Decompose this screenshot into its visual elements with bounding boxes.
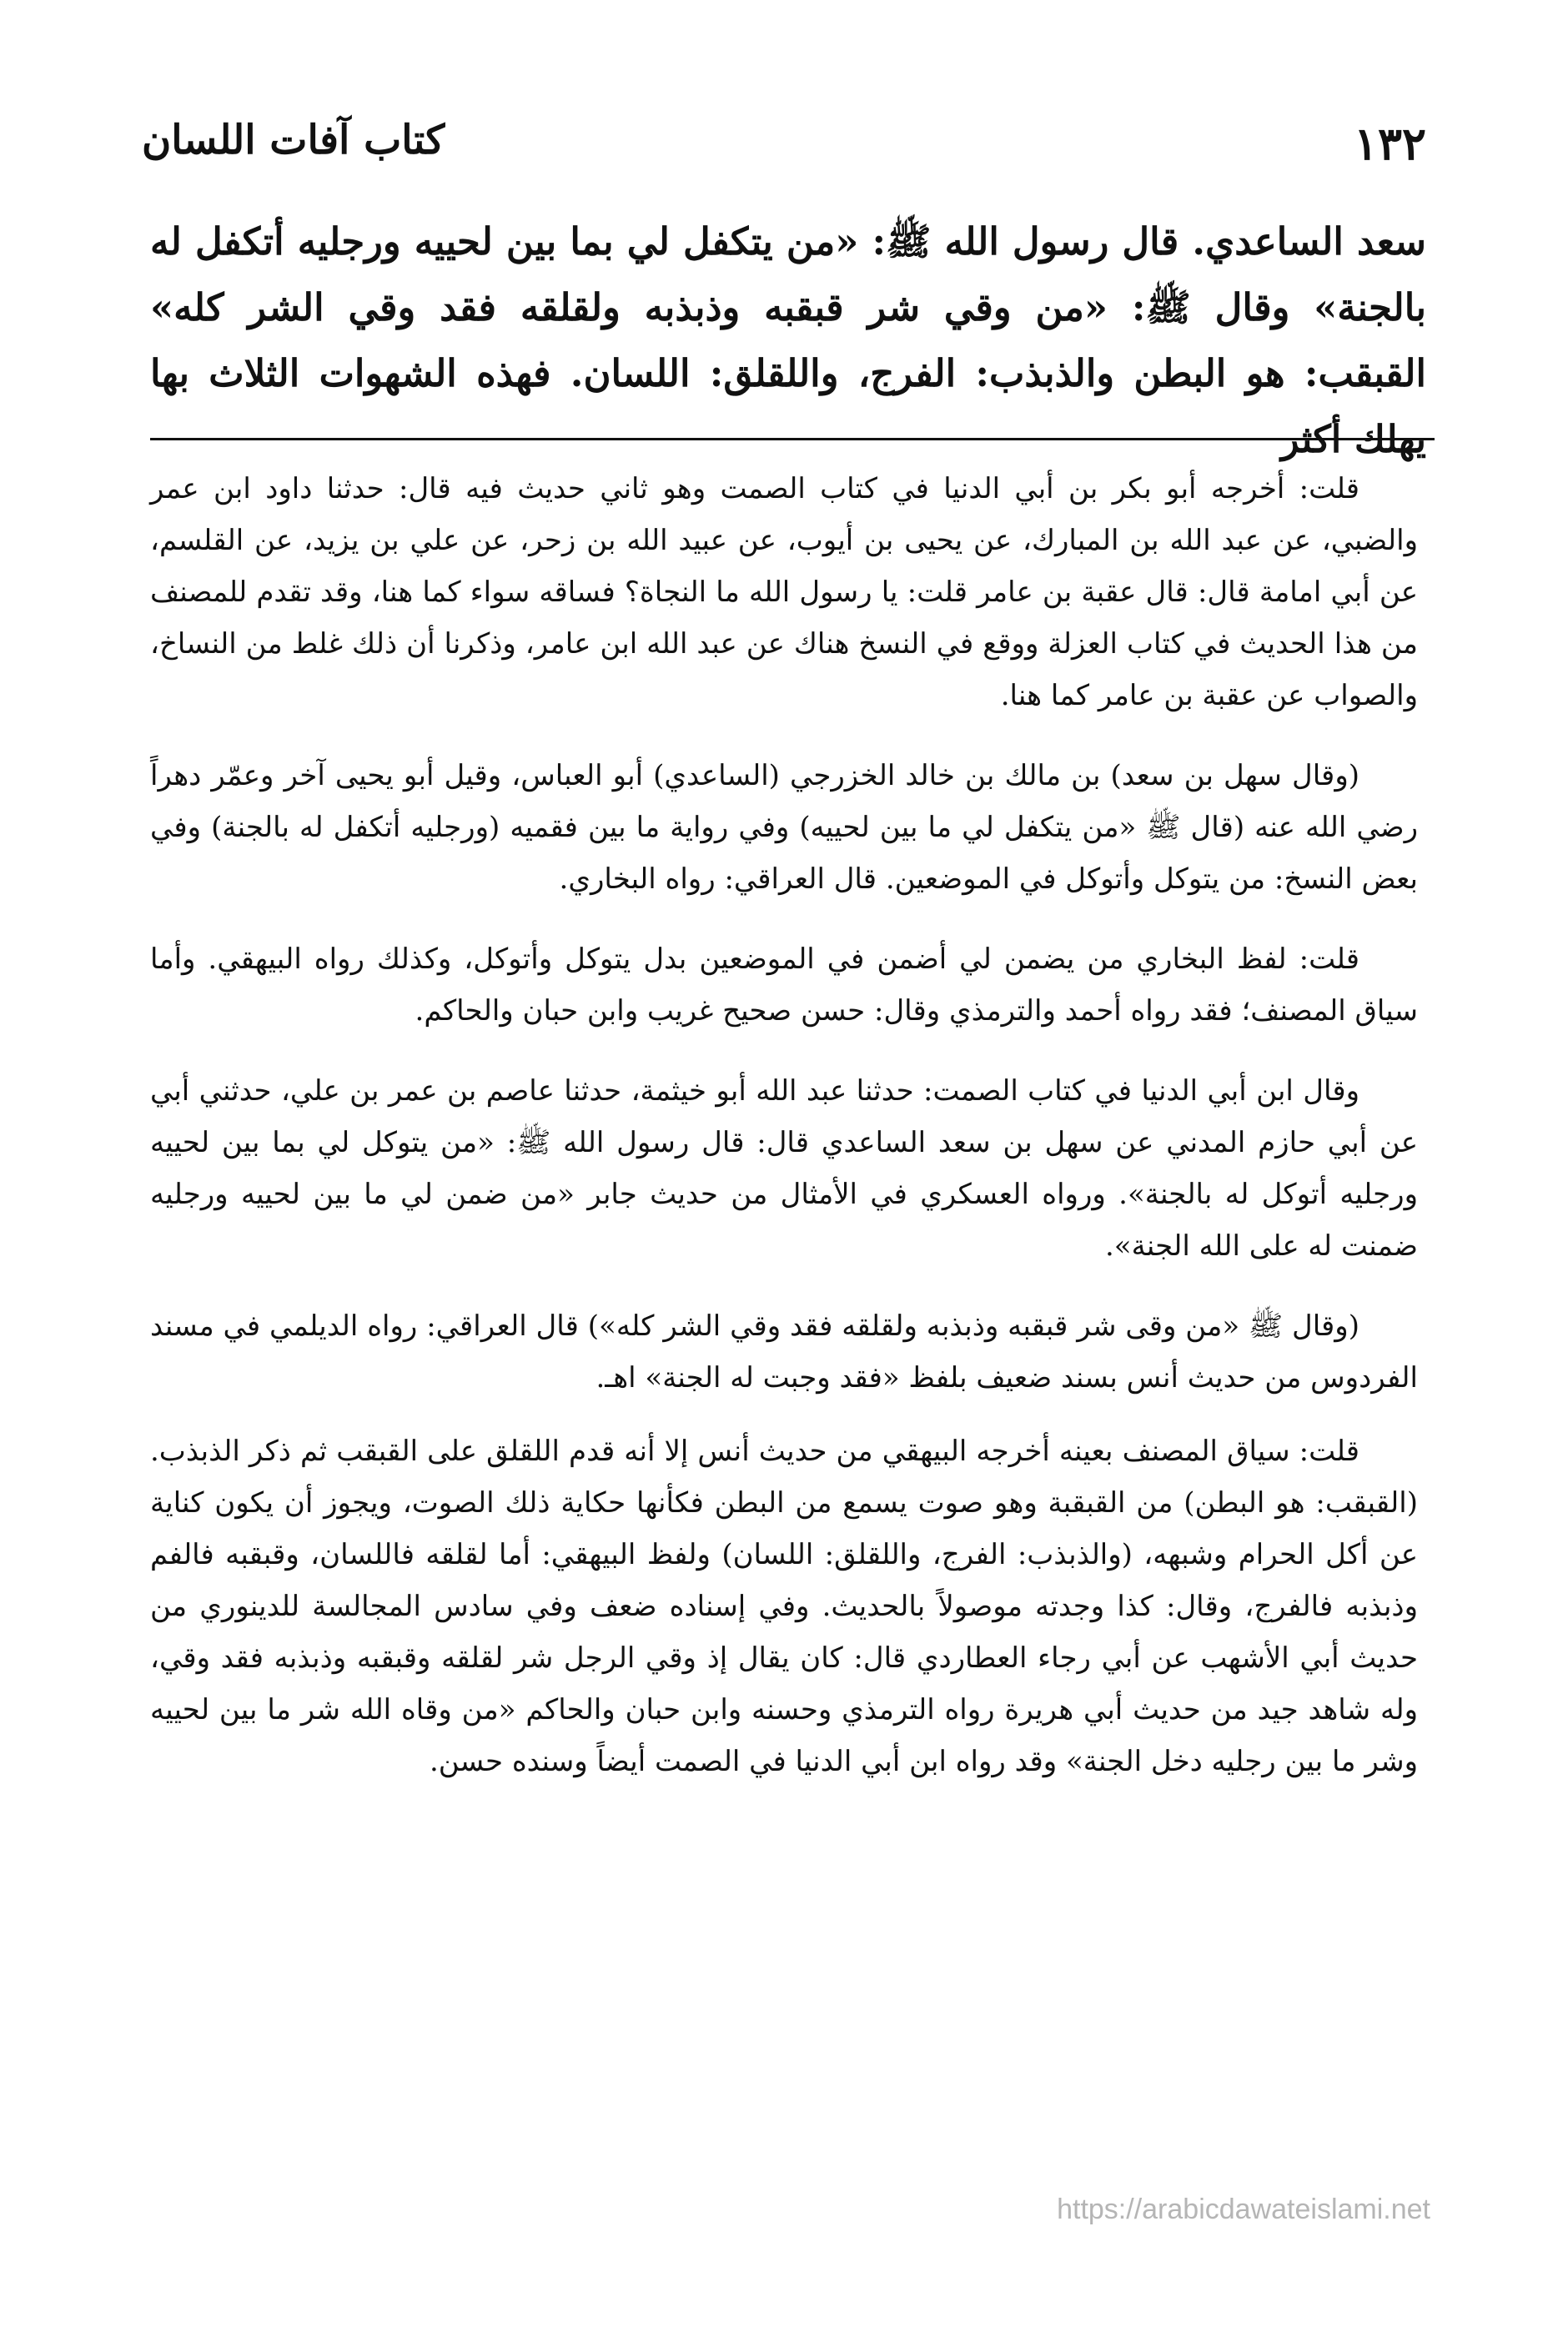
commentary-paragraph: (وقال ﷺ «من وقى شر قبقبه وذبذبه ولقلقه فقد وقي الشر كله») قال العراقي: رواه الديلمي في مسند الفردوس من حديث أنس بسند ضعيف بلفظ «فقد وجبت له الجنة» اهـ. xyxy=(150,1309,1418,1395)
page-header xyxy=(142,108,1426,183)
watermark-url: https://arabicdawateislami.net xyxy=(1057,2194,1430,2225)
page-number: ١٣٢ xyxy=(1353,117,1426,170)
running-title: كتاب آفات اللسان xyxy=(142,117,445,163)
text-divider xyxy=(150,438,1435,440)
commentary-paragraph: (وقال سهل بن سعد) بن مالك بن خالد الخزرجي (الساعدي) أبو العباس، وقيل أبو يحيى آخر وعمّر دهراً رضي الله عنه (قال ﷺ «من يتكفل لي ما بين لحييه) وفي رواية ما بين فقميه (ورجليه أتكفل له بالجنة) وفي بعض النسخ: من يتوكل وأتوكل في الموضعين. قال العراقي: رواه البخاري. xyxy=(150,759,1418,896)
commentary xyxy=(150,463,1418,1816)
commentary-paragraph: قلت: لفظ البخاري من يضمن لي أضمن في الموضعين بدل يتوكل وأتوكل، وكذلك رواه البيهقي. وأما سياق المصنف؛ فقد رواه أحمد والترمذي وقال: حسن صحيح غريب وابن حبان والحاكم. xyxy=(150,942,1418,1028)
commentary-paragraph: وقال ابن أبي الدنيا في كتاب الصمت: حدثنا عبد الله أبو خيثمة، حدثنا عاصم بن عمر بن علي، حدثني أبي عن أبي حازم المدني عن سهل بن سعد الساعدي قال: قال رسول الله ﷺ: «من يتوكل لي بما بين لحييه ورجليه أتوكل له بالجنة». ورواه العسكري في الأمثال من حديث جابر «من ضمن لي ما بين لحييه ورجليه ضمنت له على الله الجنة». xyxy=(150,1074,1418,1263)
commentary-paragraph: قلت: سياق المصنف بعينه أخرجه البيهقي من حديث أنس إلا أنه قدم اللقلق على القبقب ثم ذكر الذبذب. (القبقب: هو البطن) من القبقبة وهو صوت يسمع من البطن فكأنها حكاية ذلك الصوت، ويجوز أن يكون كناية عن أكل الحرام وشبهه، (والذبذب: الفرج، واللقلق: اللسان) ولفظ البيهقي: أما لقلقه فاللسان، وقبقبه فالفم وذبذبه فالفرج، وقال: كذا وجدته موصولاً بالحديث. وفي إسناده ضعف وفي سادس المجالسة للدينوري من حديث أبي الأشهب عن أبي رجاء العطاردي قال: كان يقال إذ وقي الرجل شر لقلقه وقبقبه وذبذبه فقد وقي، وله شاهد جيد من حديث أبي هريرة رواه الترمذي وحسنه وابن حبان والحاكم «من وقاه الله شر ما بين لحييه وشر ما بين رجليه دخل الجنة» وقد رواه ابن أبي الدنيا في الصمت أيضاً وسنده حسن. xyxy=(150,1435,1418,1778)
commentary-paragraph: قلت: أخرجه أبو بكر بن أبي الدنيا في كتاب الصمت وهو ثاني حديث فيه قال: حدثنا داود ابن عمر والضبي، عن عبد الله بن المبارك، عن يحيى بن أيوب، عن عبيد الله بن زحر، عن علي بن يزيد، عن القلسم، عن أبي امامة قال: قال عقبة بن عامر قلت: يا رسول الله ما النجاة؟ فساقه سواء كما هنا، وقد تقدم للمصنف من هذا الحديث في كتاب العزلة ووقع في النسخ هناك عن عبد الله ابن عامر، وذكرنا أن ذلك غلط من النساخ، والصواب عن عقبة بن عامر كما هنا. xyxy=(150,472,1418,712)
main-text: سعد الساعدي. قال رسول الله ﷺ: «من يتكفل لي بما بين لحييه ورجليه أتكفل له بالجنة» وقال ﷺ: «من وقي شر قبقبه وذبذبه ولقلقه فقد وقي الشر كله» القبقب: هو البطن والذبذب: الفرج، واللقلق: اللسان. فهذه الشهوات الثلاث بها يهلك أكثر xyxy=(150,219,1426,461)
